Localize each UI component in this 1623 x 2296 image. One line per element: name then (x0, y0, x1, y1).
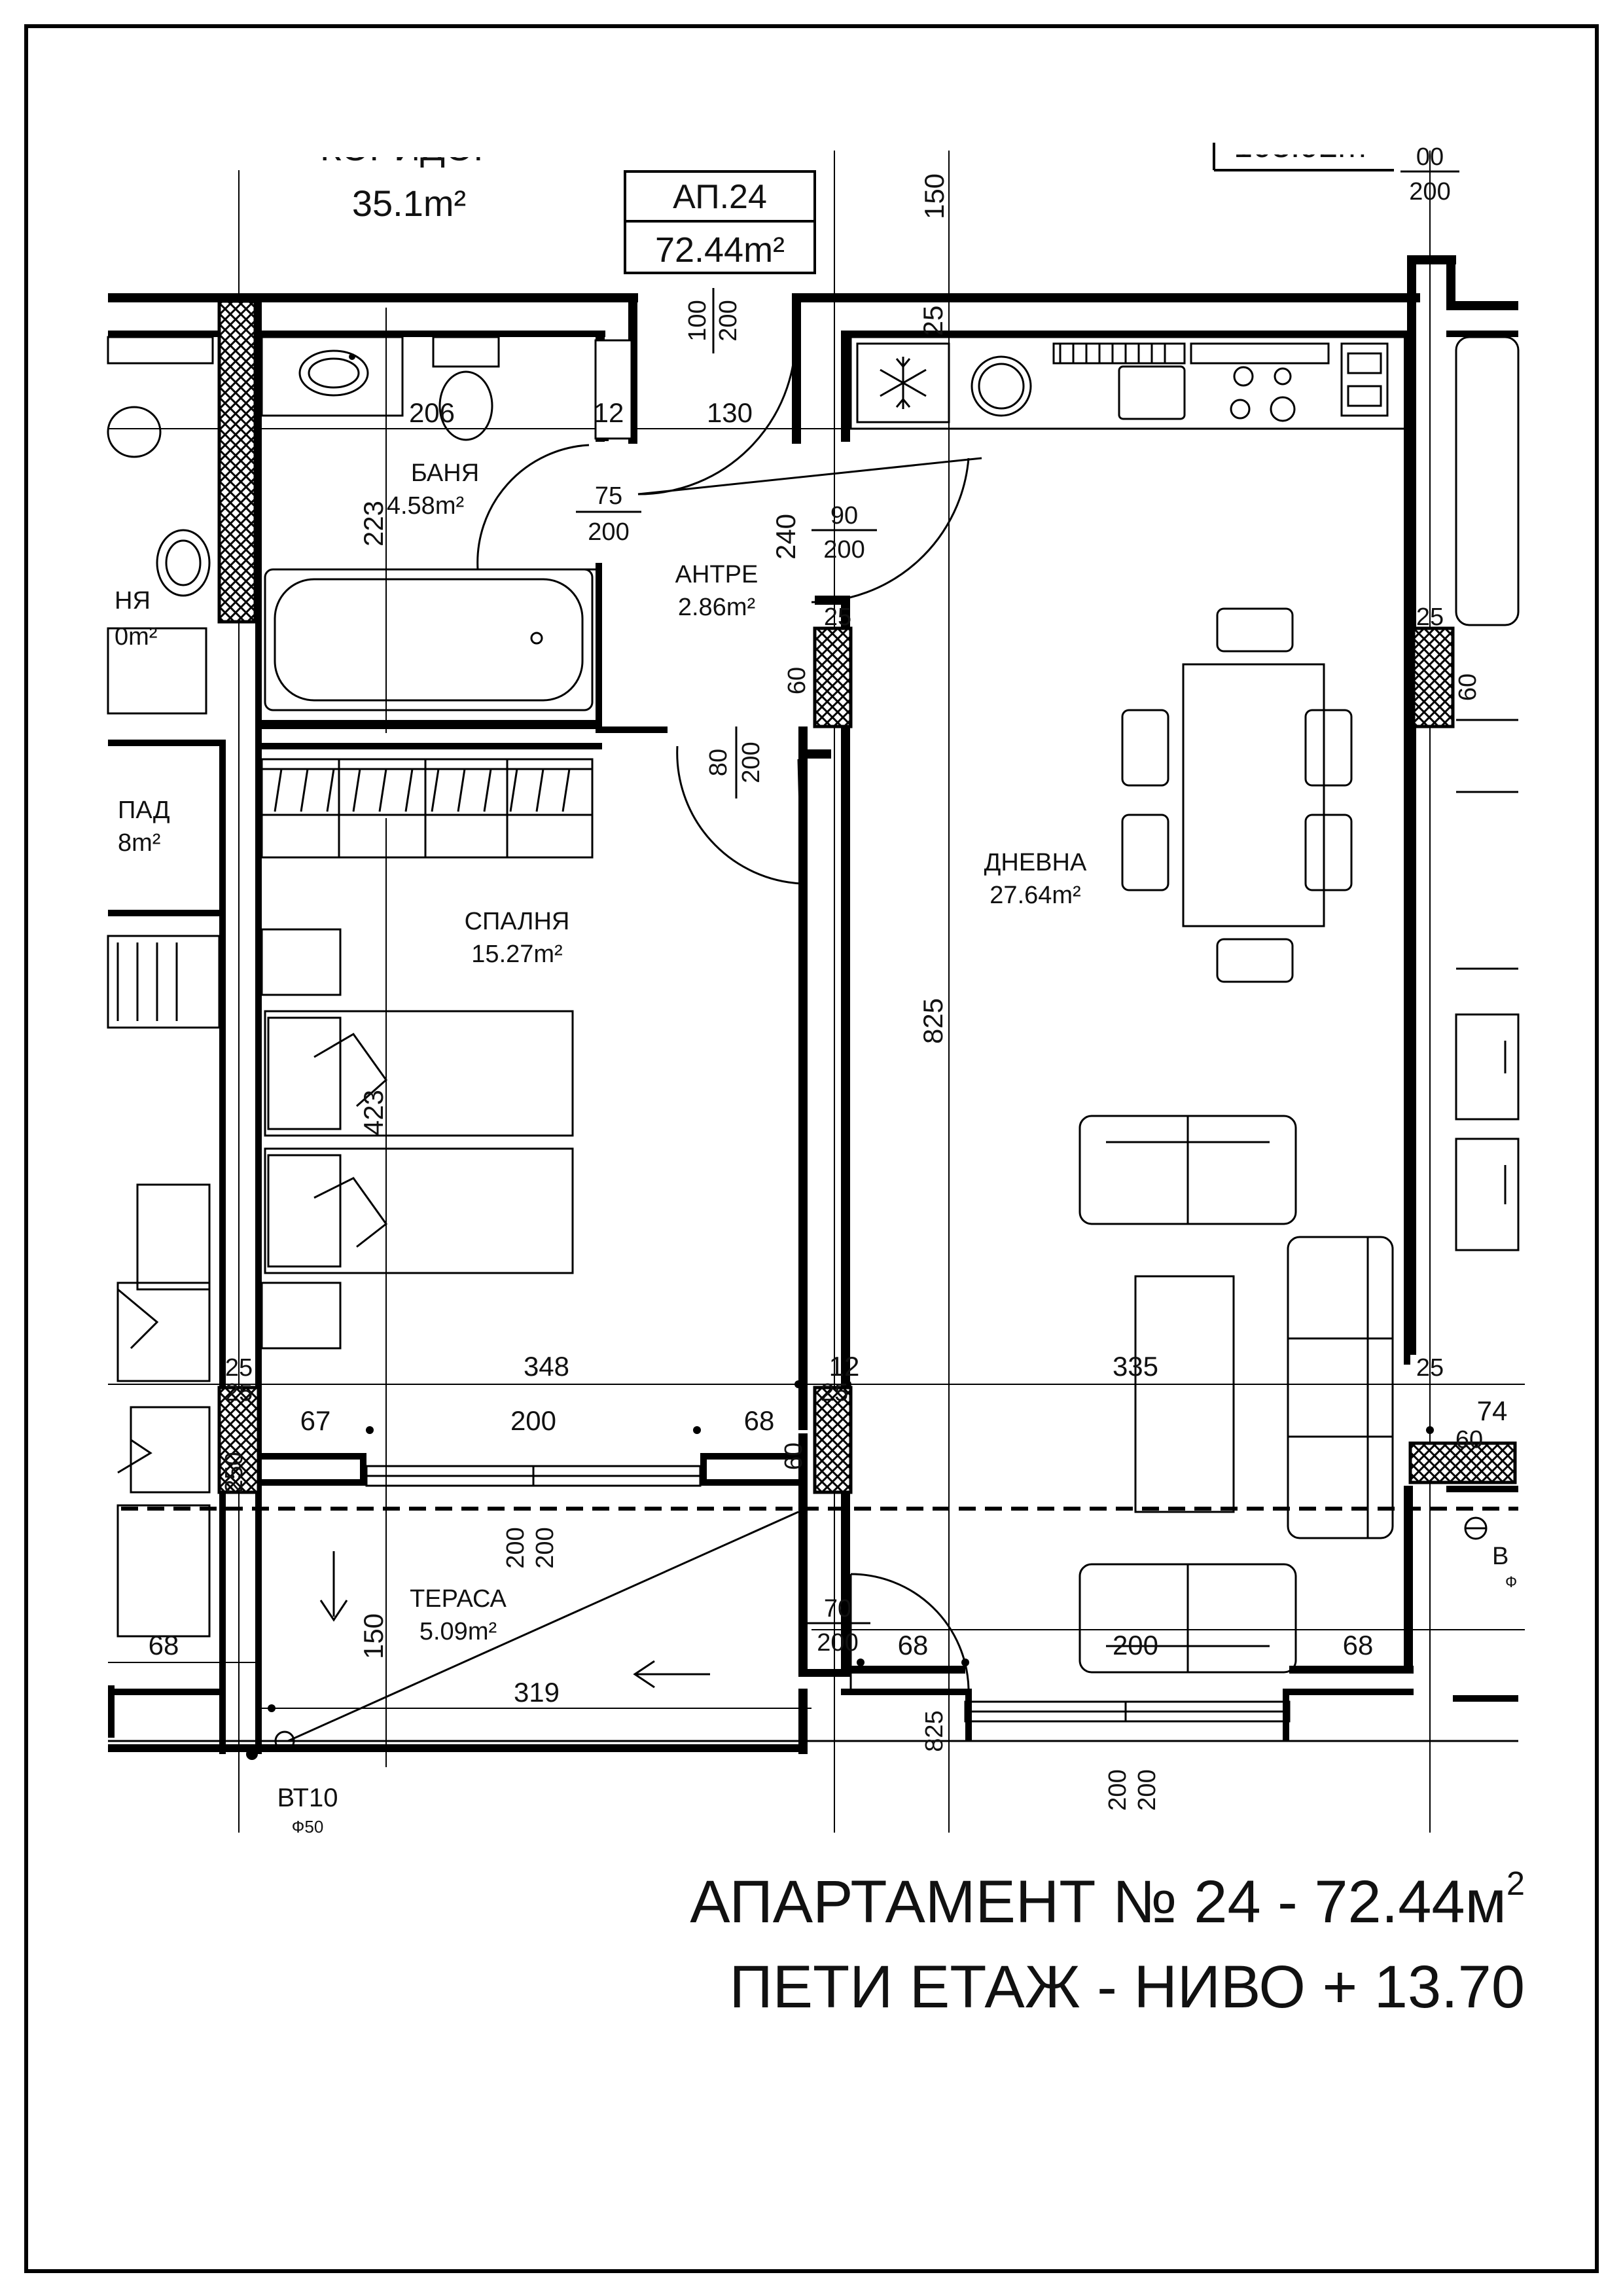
neighbor-bath-area: 0m² (115, 623, 158, 651)
svg-text:200: 200 (738, 742, 765, 783)
dimensions (149, 306, 1508, 1811)
svg-text:825: 825 (921, 1710, 948, 1752)
svg-text:240: 240 (770, 513, 801, 560)
dining-set (1122, 609, 1351, 982)
corridor-area: 35.1m² (351, 183, 467, 224)
entrance-area: 2.86m² (677, 594, 756, 621)
walls (108, 255, 1518, 1754)
bedroom-area: 15.27m² (471, 941, 563, 968)
bathroom-area: 4.58m² (386, 492, 465, 520)
svg-text:60: 60 (780, 1442, 808, 1471)
drain-diameter: Ф50 (291, 1817, 324, 1837)
svg-text:200: 200 (1133, 1769, 1161, 1811)
svg-text:25: 25 (1416, 1354, 1444, 1382)
svg-text:25: 25 (1416, 603, 1444, 631)
living-sofas (1080, 1116, 1393, 1672)
svg-text:25: 25 (224, 1379, 253, 1407)
svg-text:825: 825 (918, 997, 948, 1045)
svg-text:200: 200 (1104, 1769, 1132, 1811)
drain-right-diameter: Ф (1505, 1573, 1518, 1591)
svg-text:200: 200 (817, 1629, 859, 1657)
svg-text:00: 00 (1416, 143, 1444, 171)
terrace-name: ТЕРАСА (410, 1585, 507, 1613)
neighbor-bath-name: НЯ (115, 587, 151, 615)
entrance-name: АНТРЕ (675, 561, 758, 588)
svg-text:200: 200 (531, 1527, 559, 1569)
svg-text:206: 206 (408, 397, 455, 428)
svg-text:423: 423 (358, 1089, 389, 1136)
neighbor-right-fixtures (1456, 337, 1518, 1250)
bath-fixtures (262, 337, 632, 710)
svg-text:348: 348 (523, 1351, 570, 1382)
snowflake-icon (880, 357, 926, 409)
neighbor-storage-area: 8m² (118, 829, 161, 857)
neighbor-storage-name: ПАД (118, 797, 170, 824)
corridor-note (124, 127, 700, 224)
kitchen-counter (851, 337, 1407, 429)
svg-text:74: 74 (1476, 1395, 1508, 1426)
svg-text:100: 100 (684, 300, 711, 342)
apartment-area: 72.44m² (654, 230, 785, 270)
svg-text:200: 200 (1409, 178, 1451, 206)
svg-text:12: 12 (593, 397, 624, 428)
svg-text:223: 223 (358, 500, 389, 547)
bathroom-name: БАНЯ (410, 459, 480, 487)
svg-text:200: 200 (1112, 1630, 1159, 1660)
svg-text:25: 25 (823, 603, 852, 631)
svg-text:68: 68 (897, 1630, 929, 1660)
svg-text:200: 200 (715, 300, 742, 342)
terrace-area: 5.09m² (419, 1618, 497, 1645)
svg-text:70: 70 (823, 1595, 852, 1623)
svg-text:67: 67 (300, 1405, 331, 1436)
neighbor-left-fixtures (108, 337, 219, 1636)
svg-text:68: 68 (1342, 1630, 1374, 1660)
svg-text:200: 200 (502, 1527, 529, 1569)
svg-text:200: 200 (823, 536, 865, 564)
svg-text:250: 250 (221, 1452, 248, 1494)
svg-text:25: 25 (918, 305, 948, 336)
apartment-title: АПАРТАМЕНТ № $24 - 72.44м^2$ (690, 1865, 1525, 1935)
svg-text:150: 150 (358, 1613, 389, 1660)
svg-text:319: 319 (513, 1677, 560, 1708)
svg-text:60: 60 (1454, 673, 1482, 702)
svg-text:200: 200 (588, 518, 630, 546)
floor-level-title: ПЕТИ ЕТАЖ - НИВО + 13.70 (729, 1954, 1525, 2020)
bedroom-furniture (262, 759, 592, 1348)
dim-150-top: 150 (919, 173, 950, 220)
svg-text:130: 130 (706, 397, 753, 428)
svg-text:68: 68 (743, 1405, 775, 1436)
svg-text:75: 75 (594, 482, 623, 510)
svg-text:25: 25 (820, 1379, 849, 1407)
bedroom-name: СПАЛНЯ (464, 908, 570, 935)
top-right-cut-note (1198, 118, 1459, 206)
apartment-tag (625, 171, 815, 273)
living-name: ДНЕВНА (984, 849, 1087, 876)
svg-text:60: 60 (1455, 1426, 1484, 1454)
svg-text:90: 90 (830, 502, 859, 529)
svg-text:80: 80 (705, 748, 732, 777)
apartment-label: АП.24 (673, 178, 767, 216)
svg-text:68: 68 (148, 1630, 179, 1660)
svg-text:200: 200 (510, 1405, 557, 1436)
drain-icon (246, 1748, 258, 1760)
axis-lines (108, 151, 1525, 1833)
svg-text:12: 12 (829, 1351, 860, 1382)
svg-text:335: 335 (1112, 1351, 1159, 1382)
drain-label: ВТ10 (277, 1784, 338, 1812)
drain-right-label: В (1492, 1543, 1509, 1570)
svg-text:60: 60 (783, 666, 811, 695)
living-area: 27.64m² (990, 882, 1081, 909)
svg-text:25: 25 (224, 1354, 253, 1382)
